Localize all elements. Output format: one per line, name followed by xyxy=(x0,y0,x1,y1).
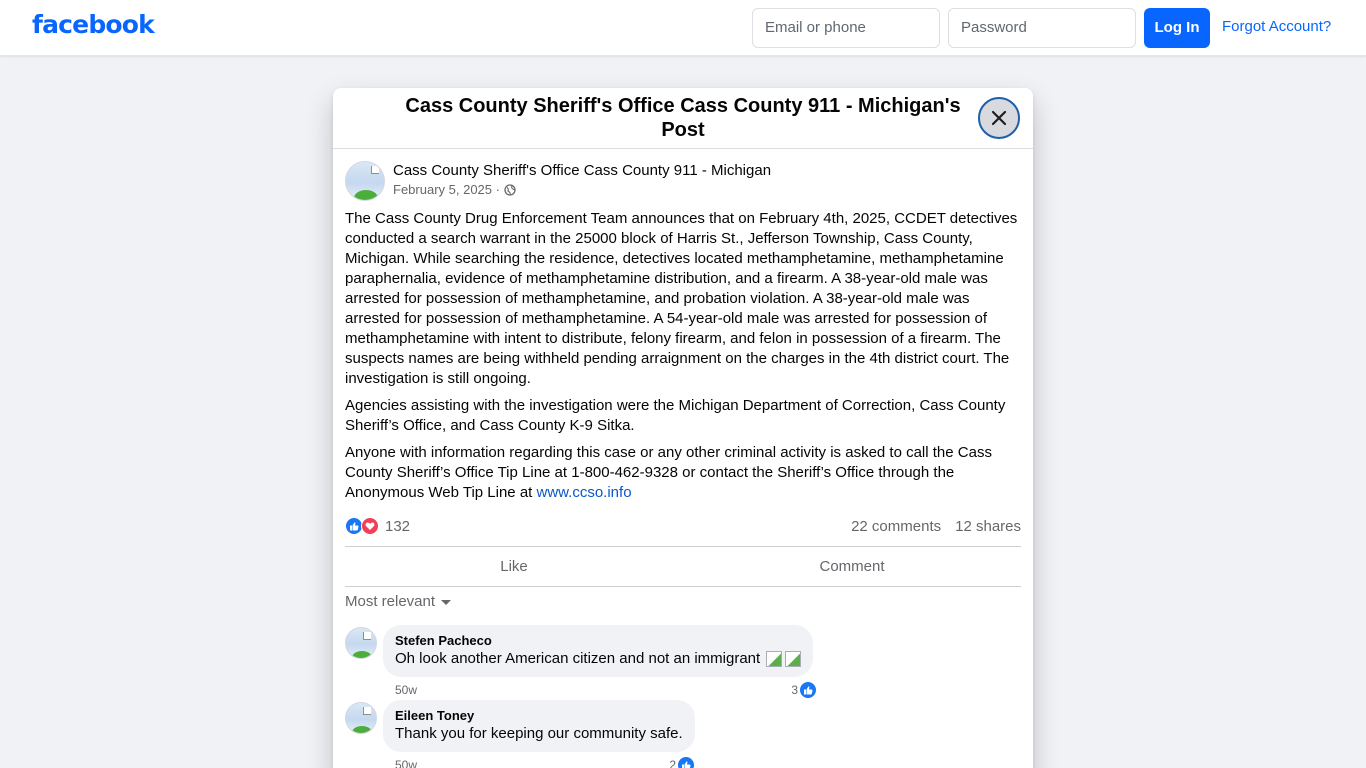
like-reaction-icon xyxy=(677,756,695,768)
caret-down-icon xyxy=(441,600,451,605)
comment-item xyxy=(345,700,1021,768)
commenter-avatar[interactable] xyxy=(345,627,377,659)
shares-count[interactable]: 12 shares xyxy=(955,517,1021,535)
password-input[interactable]: Password xyxy=(948,8,1136,48)
comment-item xyxy=(345,625,1021,700)
facebook-logo[interactable]: facebook xyxy=(32,10,154,39)
like-button[interactable]: Like xyxy=(500,558,528,575)
post-actions xyxy=(345,547,1021,587)
comment-button[interactable]: Comment xyxy=(819,558,885,575)
comment-text-row xyxy=(395,724,683,744)
post-text xyxy=(345,209,1021,503)
comment-likes[interactable] xyxy=(791,681,817,699)
post-date-row xyxy=(393,181,771,199)
close-button[interactable] xyxy=(978,97,1020,139)
comment-age[interactable]: 50w xyxy=(395,683,418,697)
comment-like-count: 2 xyxy=(669,758,676,768)
author-name[interactable]: Cass County Sheriff's Office Cass County 911 - Michigan xyxy=(393,162,772,179)
comment-text: Thank you for keeping our community safe. xyxy=(395,725,683,742)
comment-likes[interactable] xyxy=(669,756,695,768)
comment-author[interactable]: Eileen Toney xyxy=(395,708,475,723)
comment-text: Oh look another American citizen and not an immigrant xyxy=(395,650,761,667)
post-author-row xyxy=(345,161,1021,203)
post-date[interactable]: February 5, 2025 · xyxy=(393,182,500,197)
comment-author[interactable]: Stefen Pacheco xyxy=(395,633,492,648)
comment-bubble xyxy=(383,700,695,752)
modal-header xyxy=(333,88,1033,149)
love-reaction-icon xyxy=(361,517,379,535)
post-paragraph-3-text: Anyone with information regarding this case or any other criminal activity is asked to call the Cass County Sheriff’s Office Tip Line at 1-800-462-9328 or contact the Sheriff’s Office through the Anonymous Web Tip Line at xyxy=(345,444,992,501)
top-navbar xyxy=(0,0,1366,56)
comment-text-row xyxy=(395,649,801,669)
post-paragraph-3 xyxy=(345,443,1021,503)
close-icon xyxy=(990,109,1008,127)
comment-like-count: 3 xyxy=(791,683,798,697)
reactions-summary[interactable] xyxy=(345,517,410,535)
sort-label: Most relevant xyxy=(345,592,436,610)
globe-icon xyxy=(504,184,516,196)
post-paragraph-2: Agencies assisting with the investigation were the Michigan Department of Correction, Cass County Sheriff’s Office, and Cass County K-9 Sitka. xyxy=(345,397,1006,434)
broken-image-icon xyxy=(785,651,801,667)
comment-bubble xyxy=(383,625,813,677)
author-avatar[interactable] xyxy=(345,161,385,201)
reaction-count: 132 xyxy=(385,517,411,535)
forgot-account-link[interactable]: Forgot Account? xyxy=(1222,18,1332,35)
commenter-avatar[interactable] xyxy=(345,702,377,734)
comments-count[interactable]: 22 comments xyxy=(851,517,942,535)
like-reaction-icon xyxy=(799,681,817,699)
post-modal xyxy=(333,88,1033,768)
comment-age[interactable]: 50w xyxy=(395,758,418,768)
broken-image-icon xyxy=(766,651,782,667)
post-body xyxy=(333,149,1033,768)
modal-title: Cass County Sheriff's Office Cass County 911 - Michigan's Post xyxy=(405,95,961,141)
post-stats xyxy=(345,510,1021,547)
post-paragraph-1: The Cass County Drug Enforcement Team announces that on February 4th, 2025, CCDET detectives conducted a search warrant in the 25000 block of Harris St., Jefferson Township, Cass County, Michigan. While searching the residence, detectives located methamphetamine, methamphetamine paraphernalia, evidence of methamphetamine distribution, and a firearm. A 38-year-old male was arrested for possession of methamphetamine, and probation violation. A 38-year-old male was arrested for possession of methamphetamine. A 54-year-old male was arrested for possession of methamphetamine with intent to distribute, felony firearm, and felon in possession of a firearm. The suspects names are being withheld pending arraignment on the charges in the 4th district court. The investigation is still ongoing. xyxy=(345,210,1018,387)
email-input[interactable]: Email or phone xyxy=(752,8,940,48)
ccso-link[interactable]: www.ccso.info xyxy=(536,484,632,501)
login-button[interactable]: Log In xyxy=(1144,8,1210,48)
comment-sort-dropdown[interactable] xyxy=(345,587,1021,615)
